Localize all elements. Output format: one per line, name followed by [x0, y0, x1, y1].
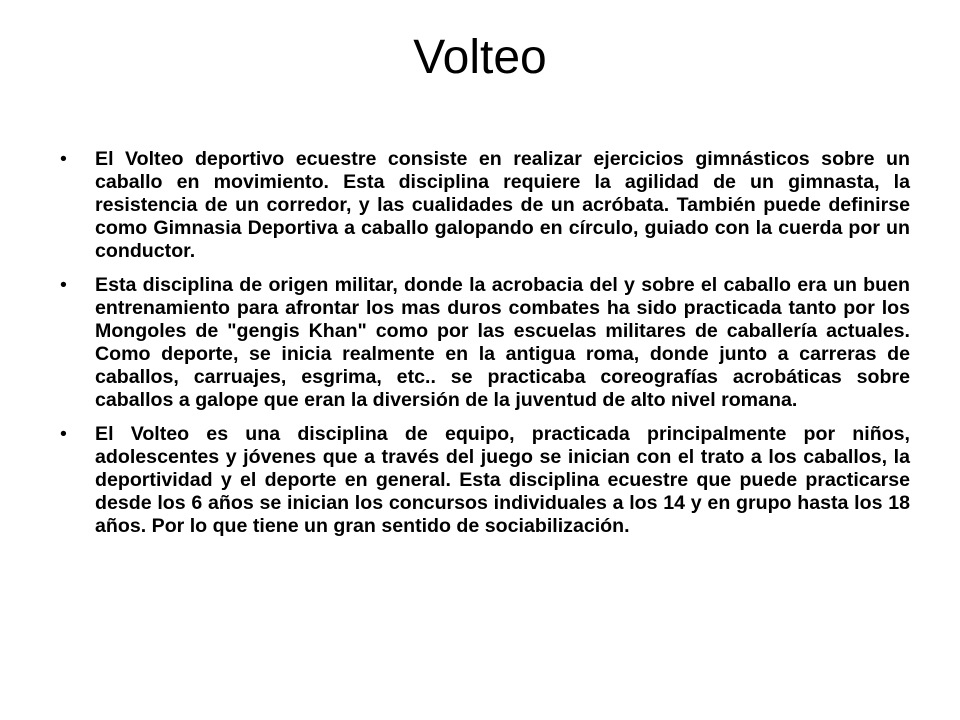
bullet-item [60, 274, 910, 412]
bullet-item [60, 423, 910, 538]
bullet-dot-icon: • [60, 274, 67, 296]
bullet-list [60, 148, 910, 549]
bullet-text: El Volteo es una disciplina de equipo, practicada principalmente por niños, adolescentes y jóvenes que a través del juego se inician con el trato a los caballos, la deportividad y el deporte en general. Esta disciplina ecuestre que puede practicarse desde los 6 años se inician los concursos individuales a los 14 y en grupo hasta los 18 años. Por lo que tiene un gran sentido de sociabilización. [95, 423, 910, 537]
bullet-text: Esta disciplina de origen militar, donde la acrobacia del y sobre el caballo era un buen entrenamiento para afrontar los mas duros combates ha sido practicada tanto por los Mongoles de "gengis Khan" como por las escuelas militares de caballería actuales. Como deporte, se inicia realmente en la antigua roma, donde junto a carreras de caballos, carruajes, esgrima, etc.. se practicaba coreografías acrobáticas sobre caballos a galope que eran la diversión de la juventud de alto nivel romana. [95, 274, 910, 411]
slide-title: Volteo [413, 31, 547, 84]
bullet-dot-icon: • [60, 148, 67, 170]
bullet-text: El Volteo deportivo ecuestre consiste en realizar ejercicios gimnásticos sobre un caballo en movimiento. Esta disciplina requiere la agilidad de un gimnasta, la resistencia de un corredor, y las cualidades de un acróbata. También puede definirse como Gimnasia Deportiva a caballo galopando en círculo, guiado con la cuerda por un conductor. [95, 148, 910, 262]
bullet-dot-icon: • [60, 423, 67, 445]
bullet-item [60, 148, 910, 263]
